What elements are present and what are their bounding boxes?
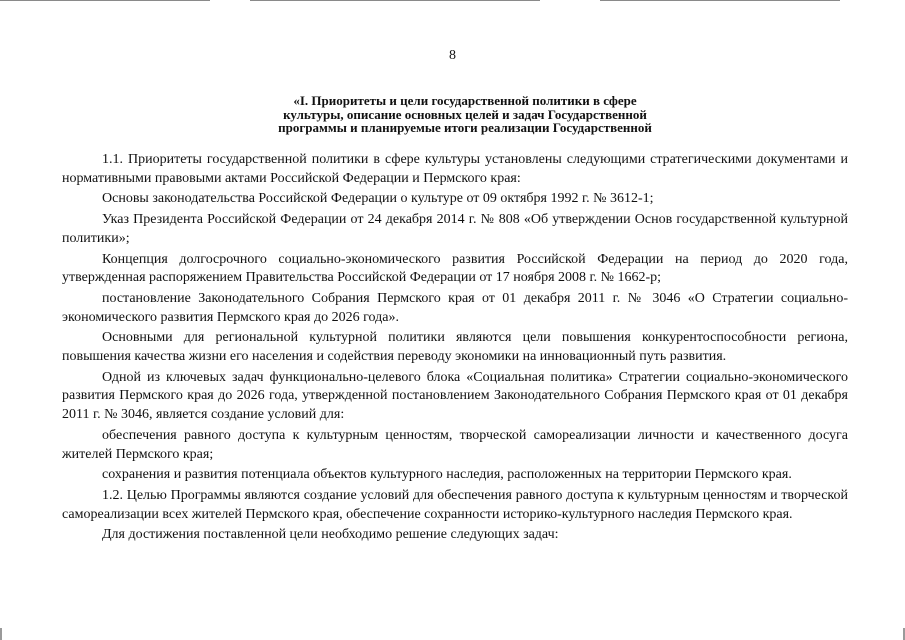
paragraph: Основы законодательства Российской Федерации о культуре от 09 октября 1992 г. № 3612-1; (102, 191, 654, 207)
heading-line: «I. Приоритеты и цели государственной политики в сфере (293, 93, 637, 108)
paragraph: Одной из ключевых задач функционально-целевого блока «Социальная политика» Стратегии социально-экономического развития Пермского края до 2026 года, утвержденной постановлением Законодательного Собрания Пермского края от 01 декабря 2011 г. № 3046, является создание условий для: (62, 369, 848, 423)
paragraph: обеспечения равного доступа к культурным ценностям, творческой самореализации личности и качественного досуга жителей Пермского края; (62, 427, 848, 462)
paragraph: 1.1. Приоритеты государственной политики в сфере культуры установлены следующими стратегическими документами и нормативными правовыми актами Российской Федерации и Пермского края: (62, 152, 848, 186)
scan-border-top (0, 0, 210, 1)
heading-line: культуры, описание основных целей и задач Государственной (283, 106, 647, 122)
paragraph: сохранения и развития потенциала объектов культурного наследия, расположенных на территории Пермского края. (102, 467, 792, 483)
paragraph: Основными для региональной культурной политики являются цели повышения конкурентоспособности региона, повышения качества жизни его населения и содействия переводу экономики на инновационный путь развития. (62, 330, 848, 365)
scan-border-top (600, 0, 840, 1)
section-heading (200, 94, 730, 135)
paragraph: Концепция долгосрочного социально-экономического развития Российской Федерации на период до 2020 года, утвержденная распоряжением Правительства Российской Федерации от 17 ноября 2008 г. № 1662-р; (62, 251, 848, 286)
heading-line: программы и планируемые итоги реализации Государственной (278, 120, 652, 135)
page-number: 8 (449, 48, 456, 63)
scan-edge-mark (0, 628, 2, 640)
paragraph: постановление Законодательного Собрания Пермского края от 01 декабря 2011 г. № 3046 «О Стратегии социально-экономического развития Пермского края до 2026 года». (62, 290, 848, 325)
paragraph: 1.2. Целью Программы являются создание условий для обеспечения равного доступа к культурным ценностям и творческой самореализации всех жителей Пермского края, обеспечение сохранности историко-культурного наследия Пермского края. (62, 487, 848, 522)
paragraph: Для достижения поставленной цели необходимо решение следующих задач: (102, 527, 559, 543)
paragraph: Указ Президента Российской Федерации от 24 декабря 2014 г. № 808 «Об утверждении Основ государственной культурной политики»; (62, 212, 848, 246)
scan-border-top (250, 0, 540, 1)
document-body (62, 151, 848, 547)
